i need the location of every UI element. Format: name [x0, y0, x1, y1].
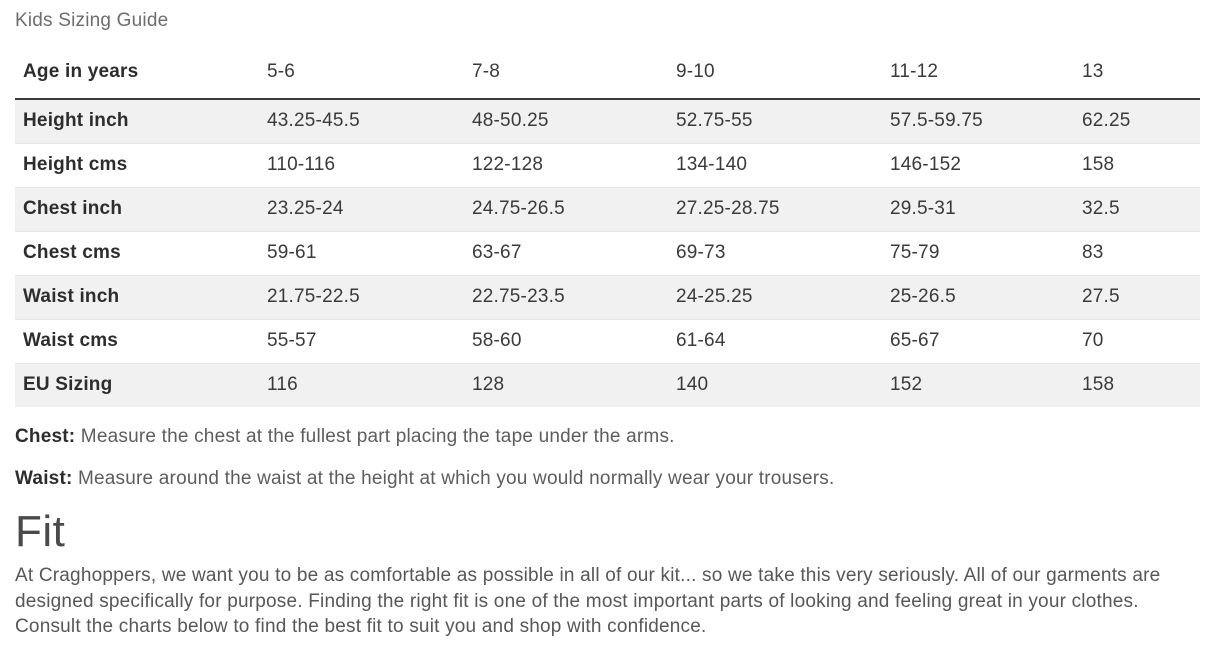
row-label: Chest cms [23, 242, 121, 263]
table-row [15, 319, 1200, 363]
cell-value: 55-57 [267, 330, 317, 351]
cell-value: 158 [1082, 374, 1115, 396]
cell-value: 57.5-59.75 [890, 110, 983, 132]
measurement-notes [15, 425, 1200, 491]
cell-value: 122-128 [472, 154, 544, 175]
cell-value: 134-140 [676, 154, 748, 175]
cell-value: 83 [1082, 242, 1104, 263]
row-label: Age in years [23, 61, 139, 82]
cell-value: 29.5-31 [890, 198, 956, 219]
row-label: Height cms [23, 154, 128, 175]
cell-value: 13 [1082, 61, 1104, 82]
fit-heading: Fit [15, 507, 66, 556]
cell-value: 43.25-45.5 [267, 110, 360, 132]
cell-value: 5-6 [267, 61, 296, 82]
note-label: Chest: [15, 426, 76, 447]
table-row [15, 143, 1200, 187]
sizing-table [15, 46, 1200, 407]
measure-note: Chest: Measure the chest at the fullest part placing the tape under the arms. [15, 426, 675, 447]
cell-value: 9-10 [676, 61, 715, 82]
cell-value: 11-12 [890, 61, 939, 82]
cell-value: 24-25.25 [676, 286, 753, 307]
cell-value: 69-73 [676, 242, 726, 263]
table-row [15, 99, 1200, 143]
table-header-row [15, 46, 1200, 99]
cell-value: 59-61 [267, 242, 317, 263]
fit-paragraph: At Craghoppers, we want you to be as comfortable as possible in all of our kit... so we take this very seriously. All of our garments are designed specifically for purpose. Finding the right fit is one of the most important parts of looking and feeling great in your clothes. Consult the charts below to find the best fit to suit you and shop with confidence. [15, 565, 1161, 637]
sizing-table-body [15, 46, 1200, 407]
table-row [15, 187, 1200, 231]
cell-value: 48-50.25 [472, 110, 549, 132]
row-label: Height inch [23, 110, 129, 132]
note-label: Waist: [15, 468, 73, 489]
cell-value: 61-64 [676, 330, 726, 351]
cell-value: 32.5 [1082, 198, 1120, 219]
cell-value: 23.25-24 [267, 198, 344, 219]
page-title: Kids Sizing Guide [15, 10, 169, 31]
row-label: Waist cms [23, 330, 119, 351]
cell-value: 52.75-55 [676, 110, 753, 132]
cell-value: 146-152 [890, 154, 962, 175]
row-label: Waist inch [23, 286, 120, 307]
cell-value: 65-67 [890, 330, 940, 351]
cell-value: 75-79 [890, 242, 940, 263]
cell-value: 63-67 [472, 242, 522, 263]
cell-value: 152 [890, 374, 923, 396]
cell-value: 27.5 [1082, 286, 1120, 307]
cell-value: 116 [267, 374, 298, 396]
cell-value: 110-116 [267, 154, 336, 175]
cell-value: 27.25-28.75 [676, 198, 780, 219]
cell-value: 62.25 [1082, 110, 1131, 132]
cell-value: 22.75-23.5 [472, 286, 565, 307]
row-label: EU Sizing [23, 374, 113, 396]
table-row [15, 231, 1200, 275]
measure-note: Waist: Measure around the waist at the height at which you would normally wear your trousers. [15, 468, 835, 489]
cell-value: 158 [1082, 154, 1115, 175]
cell-value: 25-26.5 [890, 286, 956, 307]
cell-value: 7-8 [472, 61, 501, 82]
table-row [15, 363, 1200, 407]
cell-value: 128 [472, 374, 505, 396]
cell-value: 21.75-22.5 [267, 286, 360, 307]
cell-value: 58-60 [472, 330, 522, 351]
table-row [15, 275, 1200, 319]
row-label: Chest inch [23, 198, 123, 219]
cell-value: 140 [676, 374, 709, 396]
cell-value: 24.75-26.5 [472, 198, 565, 219]
cell-value: 70 [1082, 330, 1104, 351]
